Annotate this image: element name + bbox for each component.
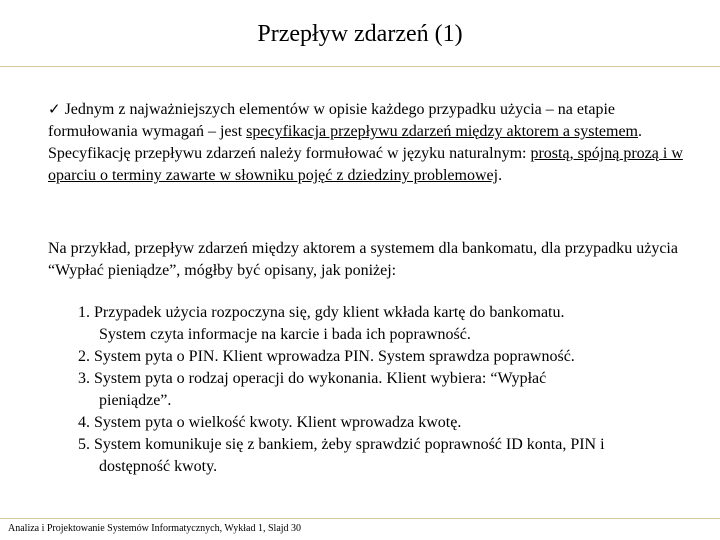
step-item xyxy=(78,434,678,478)
intro-text-part2: . Specyfikację przepływu zdarzeń należy formułować w języku naturalnym: xyxy=(48,123,642,162)
slide-footer: Analiza i Projektowanie Systemów Informatycznych, Wykład 1, Slajd 30 xyxy=(8,523,302,534)
intro-underlined-1: specyfikacja przepływu zdarzeń między aktorem a systemem xyxy=(246,123,638,140)
title-divider xyxy=(0,66,720,67)
step-item xyxy=(78,346,678,368)
step-line: 5. System komunikuje się z bankiem, żeby sprawdzić poprawność ID konta, PIN i xyxy=(78,436,605,453)
step-line: 2. System pyta o PIN. Klient wprowadza PIN. System sprawdza poprawność. xyxy=(78,348,575,365)
step-continuation: System czyta informacje na karcie i bada ich poprawność. xyxy=(99,326,471,343)
step-continuation: pieniądze”. xyxy=(99,392,172,409)
intro-underlined-2: prostą, spójną prozą i w oparciu o terminy zawarte w słowniku pojęć z dziedziny problemowej xyxy=(48,145,683,184)
steps-list xyxy=(78,302,678,478)
step-item xyxy=(78,412,678,434)
intro-paragraph xyxy=(48,98,688,187)
checkmark-icon: ✓ xyxy=(48,100,61,118)
step-line: 4. System pyta o wielkość kwoty. Klient wprowadza kwotę. xyxy=(78,414,462,431)
slide-title: Przepływ zdarzeń (1) xyxy=(257,21,463,47)
step-item xyxy=(78,368,678,412)
intro-text-part1: Jednym z najważniejszych elementów w opisie każdego przypadku użycia – na etapie formułowania wymagań – jest xyxy=(48,101,616,140)
step-line: 3. System pyta o rodzaj operacji do wykonania. Klient wybiera: “Wypłać xyxy=(78,370,547,387)
step-item xyxy=(78,302,678,346)
step-continuation: dostępność kwoty. xyxy=(99,458,218,475)
step-line: 1. Przypadek użycia rozpoczyna się, gdy klient wkłada kartę do bankomatu. xyxy=(78,304,565,321)
footer-divider xyxy=(0,518,720,519)
example-paragraph: Na przykład, przepływ zdarzeń między aktorem a systemem dla bankomatu, dla przypadku użycia “Wypłać pieniądze”, mógłby być opisany, jak poniżej: xyxy=(48,240,678,279)
intro-text-part3: . xyxy=(498,167,503,184)
